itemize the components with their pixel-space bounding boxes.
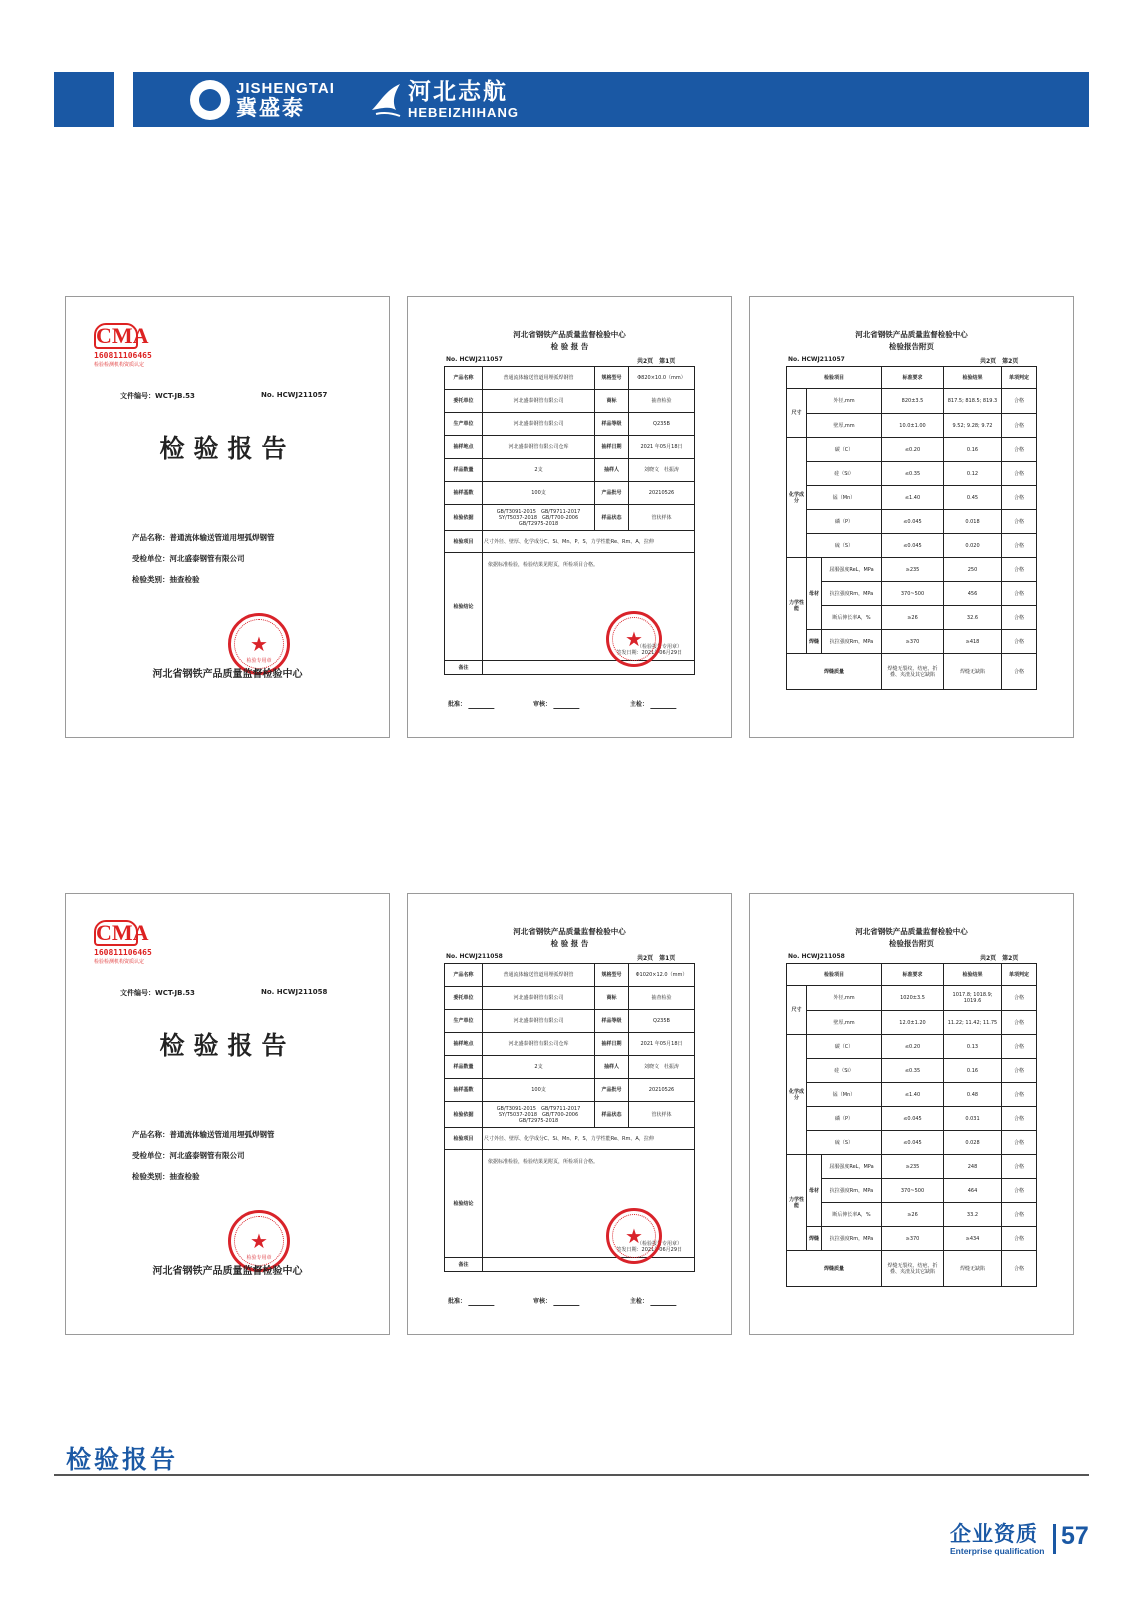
appendix-table: 检验项目 标准要求 检验结果 单项判定 尺寸 外径,mm 820±3.5 817.5; 818.5; 819.3 合格 壁厚,mm 10.0±1.00 9.52; 9.28; 9.72 合格 化学成分 碳（C） ≤0.20 0.16 合格 硅（Si） ≤0.35 0.12 合格 锰（Mn） ≤1.40 0.45 合格 磷（P） ≤0.045 0.018 合格 硫（S） ≤0.045 0.020 合格 力学性能 母材 屈服强度ReL，MPa ≥235 250 合格 抗拉强度Rm，MPa 370~500 456 合格 断后伸长率A，% ≥26 32.6 合格 焊缝 抗拉强度Rm，MPa ≥370 ≥418 合格 焊缝质量 焊缝无裂纹、结疤、折叠、夹渣及其它缺陷 焊缝无缺陷 合格	[786, 366, 1037, 690]
appendix-title-line2: 检验报告附页	[889, 342, 934, 351]
report-title-line1: 河北省钢铁产品质量监督检验中心	[513, 330, 626, 339]
file-number: 文件编号：WCT-JB.53	[120, 392, 195, 400]
cma-badge	[94, 920, 154, 965]
report-number: No. HCWJ211057	[446, 356, 503, 363]
reviewer: 审核：	[533, 1296, 581, 1306]
client-unit: 受检单位：河北盛泰钢管有限公司	[132, 1151, 245, 1160]
report-table: 产品名称 普通流体输送管道用埋弧焊钢管 规格型号 Φ1020×12.0（mm） 委托单位 河北盛泰钢管有限公司 商标 抽查检验 生产单位 河北盛泰钢管有限公司 样品等级 Q235B 抽样地点 河北盛泰钢管有限公司仓库 抽样日期 2021 年05月18日 样品数量 2支 抽样人 刘晓文 杜振涛 抽样基数 100支 产品批号 20210526 检验依据 GB/T3091-2015 GB/T9711-2017 SY/T5037-2018 GB/T700-2006 GB/T2975-2018 样品状态 管状样体 检验项目 尺寸外径、壁厚、化学成分C、Si、Mn、P、S，力学性能Re、Rm、A，拉伸 检验结论 依据标准检验，检验结果见附页，所检项目合格。 （检验报告专用章） 签发日期：2021年06月29日 备注	[444, 963, 695, 1272]
report-number: No. HCWJ211058	[788, 953, 845, 960]
seal-text: 检验专用章	[246, 1255, 272, 1261]
client-unit: 受检单位：河北盛泰钢管有限公司	[132, 554, 245, 563]
signature-icon	[553, 1298, 583, 1306]
appendix-page-2	[749, 893, 1074, 1335]
report-title-line1: 河北省钢铁产品质量监督检验中心	[513, 927, 626, 936]
signature-icon	[650, 1298, 680, 1306]
product-name: 产品名称：普通流体输送管道用埋弧焊钢管	[132, 533, 275, 542]
conclusion-text: 依据标准检验，检验结果见附页，所检项目合格。	[488, 1159, 599, 1165]
cover-page-1	[65, 296, 390, 738]
cma-subtitle: 检验检测机构资质认定	[94, 959, 145, 965]
report-number: No. HCWJ211058	[446, 953, 503, 960]
approver: 批准：	[448, 1296, 496, 1306]
hebeizhihang-logo	[370, 78, 519, 122]
issuer-name: 河北省钢铁产品质量监督检验中心	[152, 669, 303, 680]
jishengtai-logo	[190, 78, 335, 122]
report-number: No. HCWJ211057	[788, 356, 845, 363]
page-count: 共2页 第1页	[637, 955, 676, 962]
appendix-title-line2: 检验报告附页	[889, 939, 934, 948]
footer-separator	[1053, 1524, 1056, 1554]
cover-title: 检验报告	[159, 1031, 296, 1060]
main-inspector: 主检：	[630, 1296, 678, 1306]
cma-mark: CMA	[96, 323, 149, 348]
report-page-1	[407, 296, 732, 738]
issue-block: （检验报告专用章） 签发日期：2021年06月29日	[616, 644, 682, 656]
footer-english: Enterprise qualification	[950, 1546, 1045, 1556]
seal-text: 检验专用章	[246, 658, 272, 664]
star-icon: ★	[250, 632, 268, 656]
cover-page-2	[65, 893, 390, 1335]
reviewer: 审核：	[533, 699, 581, 709]
logo1-english: JISHENGTAI	[236, 80, 335, 97]
report-number: No. HCWJ211057	[261, 391, 328, 399]
appendix-page-1	[749, 296, 1074, 738]
cover-title: 检验报告	[159, 434, 296, 463]
file-number: 文件编号：WCT-JB.53	[120, 989, 195, 997]
star-icon: ★	[625, 627, 643, 651]
approver: 批准：	[448, 699, 496, 709]
inspection-category: 检验类别：抽查检验	[132, 575, 200, 584]
page-count: 共2页 第2页	[980, 358, 1019, 365]
logo1-chinese: 冀盛泰	[236, 96, 305, 120]
issue-block: （检验报告专用章） 签发日期：2021年06月29日	[616, 1241, 682, 1253]
report-table: 产品名称 普通流体输送管道用埋弧焊钢管 规格型号 Φ820×10.0（mm） 委托单位 河北盛泰钢管有限公司 商标 抽查检验 生产单位 河北盛泰钢管有限公司 样品等级 Q235B 抽样地点 河北盛泰钢管有限公司仓库 抽样日期 2021 年05月18日 样品数量 2支 抽样人 刘晓文 杜振涛 抽样基数 100支 产品批号 20210526 检验依据 GB/T3091-2015 GB/T9711-2017 SY/T5037-2018 GB/T700-2006 GB/T2975-2018 样品状态 管状样体 检验项目 尺寸外径、壁厚、化学成分C、Si、Mn、P、S，力学性能Re、Rm、A，拉伸 检验结论 依据标准检验，检验结果见附页，所检项目合格。 （检验报告专用章） 签发日期：2021年06月29日 备注	[444, 366, 695, 675]
report-title-line2: 检 验 报 告	[550, 342, 589, 351]
appendix-title-line1: 河北省钢铁产品质量监督检验中心	[855, 927, 968, 936]
appendix-title-line1: 河北省钢铁产品质量监督检验中心	[855, 330, 968, 339]
conclusion-text: 依据标准检验，检验结果见附页，所检项目合格。	[488, 562, 599, 568]
signature-icon	[650, 701, 680, 709]
star-icon: ★	[250, 1229, 268, 1253]
footer-chinese: 企业资质	[950, 1522, 1038, 1546]
logo2-chinese: 河北志航	[408, 79, 508, 105]
cma-mark: CMA	[96, 920, 149, 945]
cma-number: 160811106465	[94, 351, 152, 360]
report-seal	[606, 1208, 662, 1264]
report-page-2	[407, 893, 732, 1335]
footer-divider	[54, 1474, 1089, 1476]
section-title: 检验报告	[66, 1445, 179, 1474]
swirl-logo-icon	[190, 80, 230, 120]
report-number: No. HCWJ211058	[261, 988, 328, 996]
cma-badge	[94, 323, 154, 368]
cma-subtitle: 检验检测机构资质认定	[94, 362, 145, 368]
signature-icon	[468, 701, 498, 709]
signature-icon	[468, 1298, 498, 1306]
logo2-english: HEBEIZHIHANG	[408, 105, 519, 120]
product-name: 产品名称：普通流体输送管道用埋弧焊钢管	[132, 1130, 275, 1139]
page-number: 57	[1061, 1522, 1089, 1550]
report-seal	[606, 611, 662, 667]
page-count: 共2页 第2页	[980, 955, 1019, 962]
star-icon: ★	[625, 1224, 643, 1248]
bird-logo-icon	[370, 80, 404, 120]
header-band-left	[54, 72, 114, 127]
page-count: 共2页 第1页	[637, 358, 676, 365]
issuer-name: 河北省钢铁产品质量监督检验中心	[152, 1266, 303, 1277]
main-inspector: 主检：	[630, 699, 678, 709]
cma-number: 160811106465	[94, 948, 152, 957]
signature-icon	[553, 701, 583, 709]
report-title-line2: 检 验 报 告	[550, 939, 589, 948]
appendix-table: 检验项目 标准要求 检验结果 单项判定 尺寸 外径,mm 1020±3.5 1017.8; 1018.9; 1019.6 合格 壁厚,mm 12.0±1.20 11.22; 11.42; 11.75 合格 化学成分 碳（C） ≤0.20 0.13 合格 硅（Si） ≤0.35 0.16 合格 锰（Mn） ≤1.40 0.48 合格 磷（P） ≤0.045 0.031 合格 硫（S） ≤0.045 0.028 合格 力学性能 母材 屈服强度ReL，MPa ≥235 248 合格 抗拉强度Rm，MPa 370~500 464 合格 断后伸长率A，% ≥26 33.2 合格 焊缝 抗拉强度Rm，MPa ≥370 ≥434 合格 焊缝质量 焊缝无裂纹、结疤、折叠、夹渣及其它缺陷 焊缝无缺陷 合格	[786, 963, 1037, 1287]
inspection-category: 检验类别：抽查检验	[132, 1172, 200, 1181]
